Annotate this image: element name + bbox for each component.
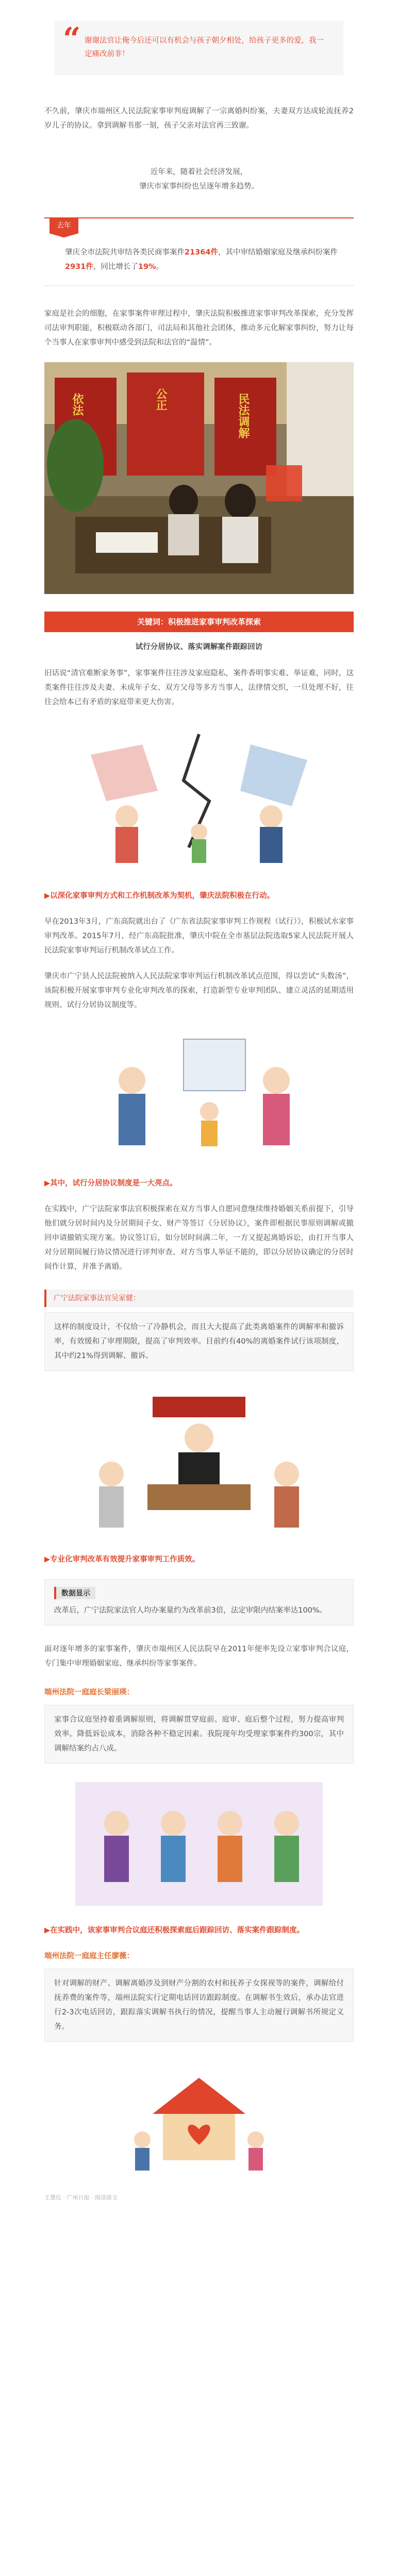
mediation-illustration — [70, 1777, 328, 1911]
paragraph-7: 面对逐年增多的家事案件，肇庆市端州区人民法院早在2011年便率先设立家事审判合议庭，专门集中审理婚姻家庭、继承纠纷等家事案件。 — [44, 1645, 354, 1668]
data-box — [44, 1579, 354, 1625]
intro-quote-box — [55, 21, 343, 75]
paragraph-5: 肇庆市广宁县人民法院被纳入人民法院家事审判运行机制改革试点范围，得以尝试“头数汤”，该院积极开展家事审判专业化审判改革的探索，打造新型专业审判团队、建立灵活的延期适用规则、试行分居协议制度等。 — [44, 972, 354, 1009]
family-care-illustration — [55, 1024, 343, 1163]
para-block-1 — [44, 104, 354, 133]
court-hearing-illustration — [75, 1386, 323, 1541]
red-title-2: ▶其中，试行分居协议制度是一大亮点。 — [44, 1179, 177, 1188]
house-family-illustration — [122, 2062, 276, 2176]
court-photo-drawing — [44, 362, 354, 594]
judge-liang-quote-box — [44, 1705, 354, 1764]
banner-text-left: 依法 — [71, 393, 84, 416]
paragraph-1: 不久前，肇庆市端州区人民法院家事审判庭调解了一宗离婚纠纷案，夫妻双方达成轮流抚养2岁儿子的协议。拿到调解书那一刻，孩子父亲对法官再三致谢。 — [44, 107, 354, 130]
stat-num-growth: 19% — [138, 263, 156, 271]
broken-family-drawing — [55, 724, 343, 873]
data-text: 改革后，广宁法院家法官人均办案量约为改革前3倍，法定审限内结案率达100%。 — [54, 1606, 327, 1615]
stat-text — [65, 245, 343, 274]
section-1-block — [44, 889, 354, 1012]
keyword-subheading: 试行分居协议、落实调解案件跟踪回访 — [135, 643, 263, 651]
house-family-drawing — [122, 2062, 276, 2176]
stat-num-cases: 21364件 — [185, 248, 218, 257]
paragraph-6: 在实践中，广宁法院家事法官积极探索在双方当事人自愿同意继续维持婚姻关系前提下，引导他们就分居时间内及分居期间子女、财产等签订《分居协议》，案件即根据民事原则调解或撤回申请撤销实现方案。协议签订后，如分居时间满二年，一方又提起离婚诉讼，由打开当事人对分居期间履行协议情况进行评判审查、对方当事人举证不能的，即以分居协议确定的分居时间作计算，并准予离婚。 — [44, 1205, 354, 1271]
footer-text[interactable]: 王慧仪 · 广州日报 · 阅读原文 — [44, 2194, 118, 2201]
banner-text-mid: 公正 — [154, 388, 167, 411]
red-title-1: ▶以深化家事审判方式和工作机制改革为契机，肇庆法院积极在行动。 — [44, 892, 275, 900]
stat-text-d: 。 — [156, 263, 164, 271]
section-2-block — [44, 1176, 354, 1274]
judge-wu-quote-box — [44, 1312, 354, 1371]
para-block-2 — [44, 307, 354, 350]
red-title-4: ▶在实践中，该家事审判合议庭还积极探索庭后跟踪回访、落实案件跟踪制度。 — [44, 1926, 305, 1935]
banner-text-right: 民法调解 — [237, 393, 250, 438]
judge-liao-quote-box — [44, 1969, 354, 2042]
judge-liang-quote: 家事合议庭坚持着重调解原则，将调解贯穿庭前、庭审、庭后整个过程，努力提高审判效率。降低诉讼成本，消除各种不稳定因素。我院现年均受理家事案件约300宗，其中调解结案约占八成。 — [54, 1716, 344, 1753]
stat-text-b: ，其中审结婚姻家庭及继承纠纷案件 — [218, 248, 338, 257]
family-care-drawing — [55, 1024, 343, 1163]
judge-liao-heading: 端州法院一庭庭主任廖薇： — [44, 1952, 134, 1960]
keyword-heading: 关键词：积极推进家事审判改革探索 — [44, 612, 354, 632]
mediation-drawing — [70, 1777, 328, 1911]
red-title-3: ▶专业化审判改革有效提升家事审判工作质效。 — [44, 1555, 200, 1564]
court-photo — [44, 362, 354, 594]
para-block-3 — [44, 666, 354, 709]
stat-text-c: ，同比增长了 — [93, 263, 138, 271]
paragraph-4: 早在2013年3月，广东高院就出台了《广东省法院家事审判工作规程（试行）》，积极试水家事审判改革。2015年7月，经广东高院批准，肇庆中院在全市基层法院选取5家人民法院开展人民法院家事审判运行机制改革试点工作。 — [44, 918, 354, 955]
judge-wu-quote: 这样的制度设计，不仅给一了冷静机会，而且大大提高了此类离婚案件的调解率和撤诉率，有效缓和了审理期限，提高了审判效率。目前约有40%的离婚案件试行该项制度，其中约21%得到调解、撤诉。 — [54, 1323, 344, 1360]
stat-box — [44, 217, 354, 286]
center-line-2: 肇庆市家事纠纷也呈逐年增多趋势。 — [139, 182, 259, 191]
judge-wu-heading: 广宁法院家事法官吴家健： — [44, 1290, 354, 1307]
center-line-1: 近年来，随着社会经济发展， — [150, 168, 248, 176]
stat-tag: 去年 — [49, 218, 78, 233]
footer — [44, 2193, 354, 2201]
para-block-7 — [44, 1642, 354, 1671]
stat-num-family: 2931件 — [65, 263, 93, 271]
broken-family-illustration — [55, 724, 343, 873]
court-hearing-drawing — [75, 1386, 323, 1541]
judge-liang-heading: 端州法院一庭庭长梁丽瑛： — [44, 1688, 134, 1697]
center-text-block — [0, 165, 398, 194]
paragraph-3: 旧话说“清官难断家务事”，家事案件往往涉及家庭隐私，案件香明事实难、举证难，同时，这类案件往往涉及夫妻、未成年子女、双方父母等多方当事人，法律情交织，一旦处理不好，往往会给本已有矛盾的家庭带来更大伤害。 — [44, 669, 354, 706]
stat-text-a: 肇庆全市法院共审结各类民商事案件 — [65, 248, 185, 257]
data-tag: 数据显示 — [54, 1587, 95, 1599]
judge-liao-quote: 针对调解的财产、调解离婚涉及到财产分割的农村和抚养子女探视等的案件，调解给付抚养费的案件等，端州法院实行定期电话回访跟踪制度。在调解书生效后，承办法官进行2-3次电话回访，跟踪落实调解书执行的情况，提醒当事人主动履行调解书所规定义务。 — [54, 1979, 344, 2031]
section-4-block — [44, 1923, 354, 1963]
liang-block — [44, 1685, 354, 1700]
quote-mark-icon: “ — [63, 21, 81, 57]
intro-quote: 谢谢法官让俺今后还可以有机会与孩子朝夕相处，给孩子更多的爱，我一定痛改前非！ — [85, 37, 324, 58]
section-3-block — [44, 1552, 354, 1567]
paragraph-2: 家庭是社会的细胞，在家事案件审理过程中，肇庆法院积极推进家事审判改革探索，充分发挥司法审判职能，积极联动各部门，司法局和其他社会团体，推动多元化解家事纠纷，努力让每个当事人在家事审判中感受到法院和法官的“温情”。 — [44, 310, 354, 347]
